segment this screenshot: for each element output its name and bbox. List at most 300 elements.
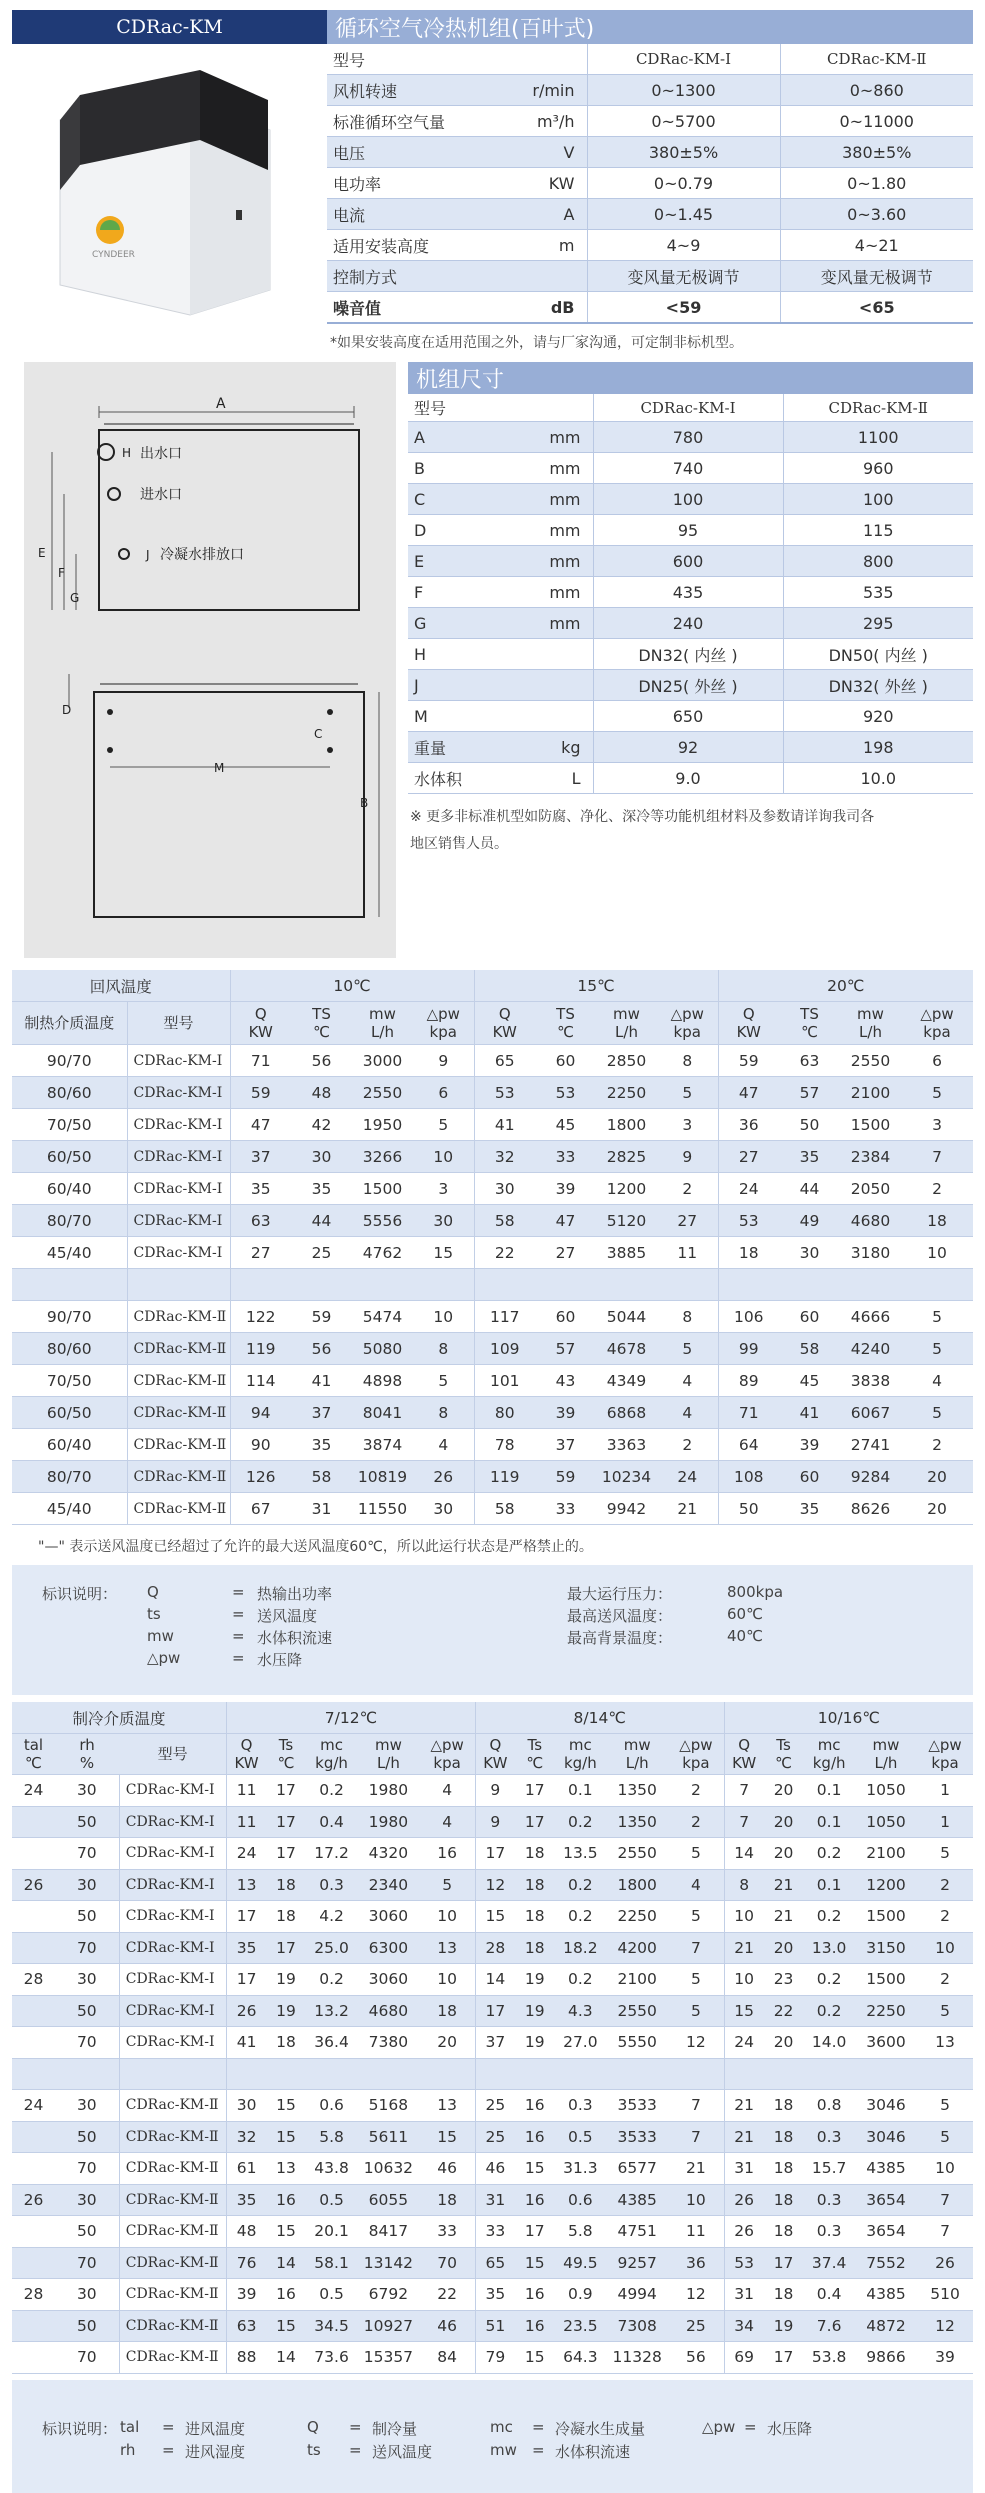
heating-value: 18 <box>901 1205 973 1237</box>
cooling-value: 18 <box>515 1901 555 1933</box>
cooling-value: 3060 <box>357 1964 419 1996</box>
heating-value: 6868 <box>596 1397 657 1429</box>
cooling-value: 17 <box>266 1806 306 1838</box>
cooling-rh: 30 <box>55 1775 119 1807</box>
cooling-header-row-2 <box>12 1734 973 1775</box>
spec-unit: r/min <box>517 75 587 106</box>
heating-header-row-2 <box>12 1002 973 1045</box>
heating-header-row-1 <box>12 970 973 1002</box>
cooling-value: 17 <box>764 2247 804 2279</box>
spec-value-model-2: 4~21 <box>780 230 973 261</box>
heating-value: 50 <box>779 1109 840 1141</box>
rh-label: rh <box>79 1736 95 1754</box>
cooling-value: 64.3 <box>555 2342 606 2374</box>
heating-value: 35 <box>291 1429 352 1461</box>
cooling-value: 26 <box>226 1995 266 2027</box>
dimension-row <box>408 732 973 763</box>
cooling-value: 7552 <box>855 2247 917 2279</box>
cooling-value: 2550 <box>606 1995 668 2027</box>
cooling-sub-symbol: Q <box>738 1736 751 1754</box>
heating-value: 39 <box>535 1173 596 1205</box>
cooling-value <box>515 2058 555 2090</box>
heating-value: 4666 <box>840 1301 901 1333</box>
dimension-unit: mm <box>523 608 593 639</box>
cooling-tal <box>12 1901 55 1933</box>
legend-equals: = <box>349 2418 362 2436</box>
heating-value: 2050 <box>840 1173 901 1205</box>
cooling-value: 0.1 <box>803 1869 854 1901</box>
heating-value: 35 <box>291 1173 352 1205</box>
heating-value: 5 <box>657 1077 718 1109</box>
cooling-value <box>606 2058 668 2090</box>
cooling-value: 14 <box>475 1964 515 1996</box>
cooling-value <box>855 2058 917 2090</box>
cooling-value: 1350 <box>606 1775 668 1807</box>
legend-meaning: 热输出功率 <box>257 1585 333 1603</box>
diagram-inlet-label: 进水口 <box>140 487 182 503</box>
heating-value: 30 <box>413 1205 474 1237</box>
spec-value-model-1: 380±5% <box>587 137 780 168</box>
heating-value: 57 <box>535 1333 596 1365</box>
rh-unit: % <box>79 1754 95 1772</box>
cooling-value: 4751 <box>606 2216 668 2248</box>
heating-value: 4 <box>657 1397 718 1429</box>
spec-param: 风机转速 <box>327 75 517 106</box>
cooling-row <box>12 1964 973 1996</box>
heating-value: 94 <box>230 1397 291 1429</box>
cooling-value: 26 <box>724 2216 764 2248</box>
cooling-row <box>12 2216 973 2248</box>
legend-equals: = <box>532 2441 545 2459</box>
dimension-value-model-2: 115 <box>783 515 973 546</box>
limit-value: 60℃ <box>727 1605 763 1623</box>
cooling-sub-symbol: Q <box>240 1736 253 1754</box>
cooling-value <box>226 2058 266 2090</box>
dimension-value-model-2: 535 <box>783 577 973 608</box>
cooling-rh-header <box>55 1734 119 1775</box>
cooling-model: CDRac-KM-Ⅱ <box>119 2153 226 2185</box>
heating-value: 10819 <box>352 1461 413 1493</box>
dim-label-a: A <box>216 396 226 412</box>
cooling-value: 7 <box>668 2090 724 2122</box>
cooling-value: 12 <box>917 2310 973 2342</box>
heating-value <box>474 1269 535 1301</box>
cooling-value: 19 <box>515 2027 555 2059</box>
spec-row <box>327 292 973 324</box>
heating-value: 58 <box>474 1493 535 1525</box>
heating-sub-symbol: TS <box>556 1005 575 1023</box>
heating-value: 37 <box>230 1141 291 1173</box>
heating-value: 78 <box>474 1429 535 1461</box>
heating-value: 63 <box>230 1205 291 1237</box>
cooling-value: 3150 <box>855 1932 917 1964</box>
section-title-dimensions: 机组尺寸 <box>408 362 973 394</box>
heating-value: 30 <box>779 1237 840 1269</box>
cooling-value: 23.5 <box>555 2310 606 2342</box>
cooling-value: 4.2 <box>306 1901 357 1933</box>
cooling-group-2: 8/14℃ <box>475 1702 724 1734</box>
cooling-tal <box>12 1932 55 1964</box>
heating-value: 37 <box>535 1429 596 1461</box>
heating-value: 1950 <box>352 1109 413 1141</box>
dimension-value-model-2: 800 <box>783 546 973 577</box>
legend-symbol: ts <box>147 1605 161 1623</box>
cooling-rh: 70 <box>55 2027 119 2059</box>
legend-meaning: 水体积流速 <box>555 2443 631 2461</box>
spec-value-model-2: <65 <box>780 292 973 324</box>
cooling-value: 31 <box>475 2184 515 2216</box>
heating-sub-symbol: △pw <box>670 1005 704 1023</box>
heating-sub-unit: ℃ <box>313 1023 330 1041</box>
dimension-param: A <box>408 422 523 453</box>
cooling-row <box>12 1932 973 1964</box>
cooling-value: 21 <box>724 1932 764 1964</box>
spec-header-unit <box>517 44 587 75</box>
dimension-header-label: 型号 <box>408 394 523 422</box>
heating-value <box>840 1269 901 1301</box>
cooling-rh: 50 <box>55 1995 119 2027</box>
cooling-value: 6055 <box>357 2184 419 2216</box>
heating-value: 4898 <box>352 1365 413 1397</box>
cooling-subheader <box>266 1734 306 1775</box>
product-logo-text: CYNDEER <box>92 250 135 260</box>
dim-label-h: H <box>122 446 132 460</box>
cooling-value: 19 <box>266 1995 306 2027</box>
heating-value: 8041 <box>352 1397 413 1429</box>
cooling-value: 0.6 <box>555 2184 606 2216</box>
cooling-value: 3533 <box>606 2090 668 2122</box>
heating-value: 5 <box>901 1301 973 1333</box>
cooling-value: 0.6 <box>306 2090 357 2122</box>
dimension-value-model-1: 600 <box>593 546 783 577</box>
heating-value: 60 <box>779 1461 840 1493</box>
cooling-rh: 50 <box>55 2121 119 2153</box>
cooling-subheader <box>306 1734 357 1775</box>
spec-note: *如果安装高度在适用范围之外，请与厂家沟通，可定制非标机型。 <box>330 335 743 351</box>
heating-value: 5556 <box>352 1205 413 1237</box>
heating-row <box>12 1461 973 1493</box>
cooling-value: 16 <box>515 2184 555 2216</box>
heating-value: 67 <box>230 1493 291 1525</box>
heating-value: 30 <box>291 1141 352 1173</box>
heating-row <box>12 1237 973 1269</box>
cooling-value: 13.2 <box>306 1995 357 2027</box>
cooling-sub-unit: L/h <box>625 1754 649 1772</box>
cooling-value: 15 <box>266 2090 306 2122</box>
legend-symbol: △pw <box>147 1649 181 1667</box>
cooling-value: 18 <box>515 1869 555 1901</box>
cooling-model: CDRac-KM-Ⅱ <box>119 2216 226 2248</box>
spec-row <box>327 75 973 106</box>
cooling-row <box>12 2027 973 2059</box>
cooling-value: 20 <box>764 2027 804 2059</box>
cooling-subheader <box>724 1734 764 1775</box>
cooling-value: 37 <box>475 2027 515 2059</box>
heating-sub-unit: L/h <box>371 1023 394 1041</box>
heating-row <box>12 1205 973 1237</box>
cooling-tal: 28 <box>12 1964 55 1996</box>
cooling-sub-symbol: mw <box>872 1736 900 1754</box>
cooling-row <box>12 1775 973 1807</box>
heating-value: 2741 <box>840 1429 901 1461</box>
cooling-rh <box>55 2058 119 2090</box>
spec-value-model-1: 变风量无极调节 <box>587 261 780 292</box>
heating-value: 36 <box>718 1109 779 1141</box>
cooling-rh: 50 <box>55 2310 119 2342</box>
cooling-sub-symbol: Q <box>489 1736 502 1754</box>
cooling-sub-symbol: Ts <box>278 1736 294 1754</box>
cooling-tal <box>12 1838 55 1870</box>
heating-value: 5 <box>413 1365 474 1397</box>
heating-value: 10 <box>901 1237 973 1269</box>
spec-value-model-2: 0~3.60 <box>780 199 973 230</box>
legend-symbol: Q <box>147 1583 159 1601</box>
cooling-tal: 28 <box>12 2279 55 2311</box>
heating-value: 8 <box>657 1045 718 1077</box>
cooling-sub-symbol: Ts <box>776 1736 791 1754</box>
spec-value-model-1: 0~0.79 <box>587 168 780 199</box>
dimension-param: B <box>408 453 523 484</box>
heating-value: 8 <box>413 1397 474 1429</box>
heating-value: 27 <box>718 1141 779 1173</box>
heating-value: 21 <box>657 1493 718 1525</box>
cooling-value: 18 <box>764 2279 804 2311</box>
heating-value: 1500 <box>840 1109 901 1141</box>
heating-value: 3000 <box>352 1045 413 1077</box>
cooling-value: 16 <box>420 1838 476 1870</box>
dimension-row <box>408 422 973 453</box>
cooling-sub-unit: kg/h <box>315 1754 348 1772</box>
cooling-subheader <box>226 1734 266 1775</box>
spec-header-model-1: CDRac-KM-Ⅰ <box>587 44 780 75</box>
cooling-value: 39 <box>226 2279 266 2311</box>
dimension-row <box>408 515 973 546</box>
heating-value: 3180 <box>840 1237 901 1269</box>
cooling-value <box>357 2058 419 2090</box>
cooling-value: 5611 <box>357 2121 419 2153</box>
dimension-value-model-1: 780 <box>593 422 783 453</box>
cooling-value <box>475 2058 515 2090</box>
cooling-model: CDRac-KM-Ⅰ <box>119 1995 226 2027</box>
cooling-value: 9866 <box>855 2342 917 2374</box>
dimension-param: D <box>408 515 523 546</box>
heating-sub-unit: ℃ <box>801 1023 818 1041</box>
heating-model: CDRac-KM-Ⅰ <box>127 1173 230 1205</box>
heating-value: 117 <box>474 1301 535 1333</box>
heating-value: 57 <box>779 1077 840 1109</box>
cooling-value: 6792 <box>357 2279 419 2311</box>
cooling-value: 12 <box>668 2279 724 2311</box>
heating-value: 10 <box>413 1301 474 1333</box>
cooling-row <box>12 2184 973 2216</box>
dimension-note-line2: 地区销售人员。 <box>410 836 508 852</box>
cooling-value: 0.2 <box>803 1964 854 1996</box>
cooling-sub-symbol: mc <box>320 1736 343 1754</box>
dimension-row <box>408 670 973 701</box>
heating-sub-unit: KW <box>492 1023 517 1041</box>
cooling-row <box>12 1806 973 1838</box>
heating-sub-unit: kpa <box>429 1023 457 1041</box>
cooling-value: 17 <box>266 1932 306 1964</box>
heating-value: 11 <box>657 1237 718 1269</box>
limit-label: 最大运行压力： <box>567 1585 673 1603</box>
cooling-value <box>555 2058 606 2090</box>
heating-value: 4 <box>413 1429 474 1461</box>
cooling-value: 3060 <box>357 1901 419 1933</box>
dim-label-b: B <box>360 796 369 810</box>
cooling-value: 5 <box>420 1869 476 1901</box>
heating-sub-symbol: TS <box>312 1005 331 1023</box>
cooling-header-row-1 <box>12 1702 973 1734</box>
heating-value: 8 <box>657 1301 718 1333</box>
cooling-value: 1500 <box>855 1964 917 1996</box>
heating-value: 35 <box>230 1173 291 1205</box>
dimension-value-model-1: 650 <box>593 701 783 732</box>
cooling-value: 20 <box>764 1838 804 1870</box>
cooling-value: 18 <box>266 1869 306 1901</box>
cooling-value: 46 <box>420 2310 476 2342</box>
spec-unit: m³/h <box>517 106 587 137</box>
cooling-value: 17 <box>266 1838 306 1870</box>
heating-value: 6 <box>413 1077 474 1109</box>
cooling-value: 13.0 <box>803 1932 854 1964</box>
heating-value: 11550 <box>352 1493 413 1525</box>
heating-value: 5044 <box>596 1301 657 1333</box>
cooling-value: 0.8 <box>803 2090 854 2122</box>
cooling-value: 17 <box>226 1964 266 1996</box>
cooling-value: 21 <box>724 2090 764 2122</box>
cooling-value: 48 <box>226 2216 266 2248</box>
cooling-tal-header <box>12 1734 55 1775</box>
cooling-value: 0.1 <box>803 1775 854 1807</box>
heating-subheader <box>413 1002 474 1045</box>
cooling-value <box>420 2058 476 2090</box>
heating-value: 1200 <box>596 1173 657 1205</box>
dim-label-g: G <box>70 591 80 605</box>
cooling-rh: 50 <box>55 1806 119 1838</box>
dimension-unit: mm <box>523 453 593 484</box>
heating-value: 9284 <box>840 1461 901 1493</box>
dimension-row <box>408 546 973 577</box>
heating-value: 39 <box>535 1397 596 1429</box>
cooling-value <box>306 2058 357 2090</box>
cooling-value: 2100 <box>606 1964 668 1996</box>
heating-value: 35 <box>779 1141 840 1173</box>
cooling-value: 13.5 <box>555 1838 606 1870</box>
cooling-rh: 30 <box>55 1869 119 1901</box>
cooling-value: 19 <box>266 1964 306 1996</box>
cooling-model: CDRac-KM-Ⅱ <box>119 2279 226 2311</box>
heating-subheader <box>779 1002 840 1045</box>
cooling-value: 17 <box>515 1775 555 1807</box>
cooling-value: 16 <box>266 2184 306 2216</box>
cooling-value: 13 <box>420 2090 476 2122</box>
heating-value: 20 <box>901 1493 973 1525</box>
heating-value: 35 <box>779 1493 840 1525</box>
heating-value: 58 <box>474 1205 535 1237</box>
cooling-value: 5550 <box>606 2027 668 2059</box>
cooling-model: CDRac-KM-Ⅰ <box>119 1932 226 1964</box>
cooling-value: 35 <box>226 1932 266 1964</box>
heating-sub-symbol: TS <box>800 1005 819 1023</box>
cooling-model <box>119 2058 226 2090</box>
cooling-value: 22 <box>420 2279 476 2311</box>
spec-unit: A <box>517 199 587 230</box>
heating-value: 122 <box>230 1301 291 1333</box>
dimension-row <box>408 453 973 484</box>
heating-value: 2850 <box>596 1045 657 1077</box>
heating-medium-temp: 80/70 <box>12 1205 127 1237</box>
dimension-value-model-2: 960 <box>783 453 973 484</box>
dimension-param: 水体积 <box>408 763 523 794</box>
cooling-tal <box>12 2216 55 2248</box>
dimension-value-model-2: 100 <box>783 484 973 515</box>
cooling-value: 5 <box>917 1995 973 2027</box>
heating-subheader <box>596 1002 657 1045</box>
heating-value: 5 <box>901 1077 973 1109</box>
heating-value: 101 <box>474 1365 535 1397</box>
cooling-value: 4385 <box>606 2184 668 2216</box>
cooling-value: 4385 <box>855 2279 917 2311</box>
heating-sub-symbol: Q <box>498 1005 511 1023</box>
cooling-rh: 30 <box>55 2184 119 2216</box>
cooling-value: 23 <box>764 1964 804 1996</box>
heating-table <box>12 970 973 1525</box>
cooling-value: 19 <box>515 1964 555 1996</box>
cooling-value: 0.1 <box>803 1806 854 1838</box>
cooling-value: 16 <box>515 2121 555 2153</box>
heating-sub-symbol: mw <box>369 1005 396 1023</box>
cooling-rh: 70 <box>55 1838 119 1870</box>
cooling-value: 1800 <box>606 1869 668 1901</box>
heating-value: 30 <box>474 1173 535 1205</box>
heating-value: 2 <box>901 1173 973 1205</box>
heating-subheader <box>352 1002 413 1045</box>
cooling-value: 20 <box>420 2027 476 2059</box>
heating-value: 1800 <box>596 1109 657 1141</box>
heating-row <box>12 1141 973 1173</box>
cooling-value: 4 <box>668 1869 724 1901</box>
spec-value-model-1: 0~1300 <box>587 75 780 106</box>
cooling-value: 5 <box>917 2121 973 2153</box>
heating-medium-temp: 80/60 <box>12 1077 127 1109</box>
cooling-value: 25 <box>475 2121 515 2153</box>
cooling-value: 1980 <box>357 1806 419 1838</box>
cooling-sub-unit: ℃ <box>277 1754 295 1772</box>
heating-value: 41 <box>474 1109 535 1141</box>
heating-value: 59 <box>718 1045 779 1077</box>
cooling-value: 18 <box>764 2153 804 2185</box>
heating-model: CDRac-KM-Ⅰ <box>127 1237 230 1269</box>
dimension-unit <box>523 701 593 732</box>
spec-param: 电功率 <box>327 168 517 199</box>
cooling-tal: 26 <box>12 2184 55 2216</box>
heating-model: CDRac-KM-Ⅱ <box>127 1333 230 1365</box>
spec-unit: KW <box>517 168 587 199</box>
cooling-value: 4320 <box>357 1838 419 1870</box>
cooling-value: 4 <box>420 1775 476 1807</box>
cooling-value: 0.2 <box>306 1775 357 1807</box>
cooling-value: 70 <box>420 2247 476 2279</box>
cooling-value: 10632 <box>357 2153 419 2185</box>
cooling-value: 18 <box>764 2090 804 2122</box>
cooling-value: 13142 <box>357 2247 419 2279</box>
cooling-sub-unit: kg/h <box>563 1754 597 1772</box>
legend-meaning: 进风温度 <box>185 2420 246 2438</box>
cooling-value: 20 <box>764 1775 804 1807</box>
heating-value: 2550 <box>840 1045 901 1077</box>
heating-body <box>12 1045 973 1525</box>
